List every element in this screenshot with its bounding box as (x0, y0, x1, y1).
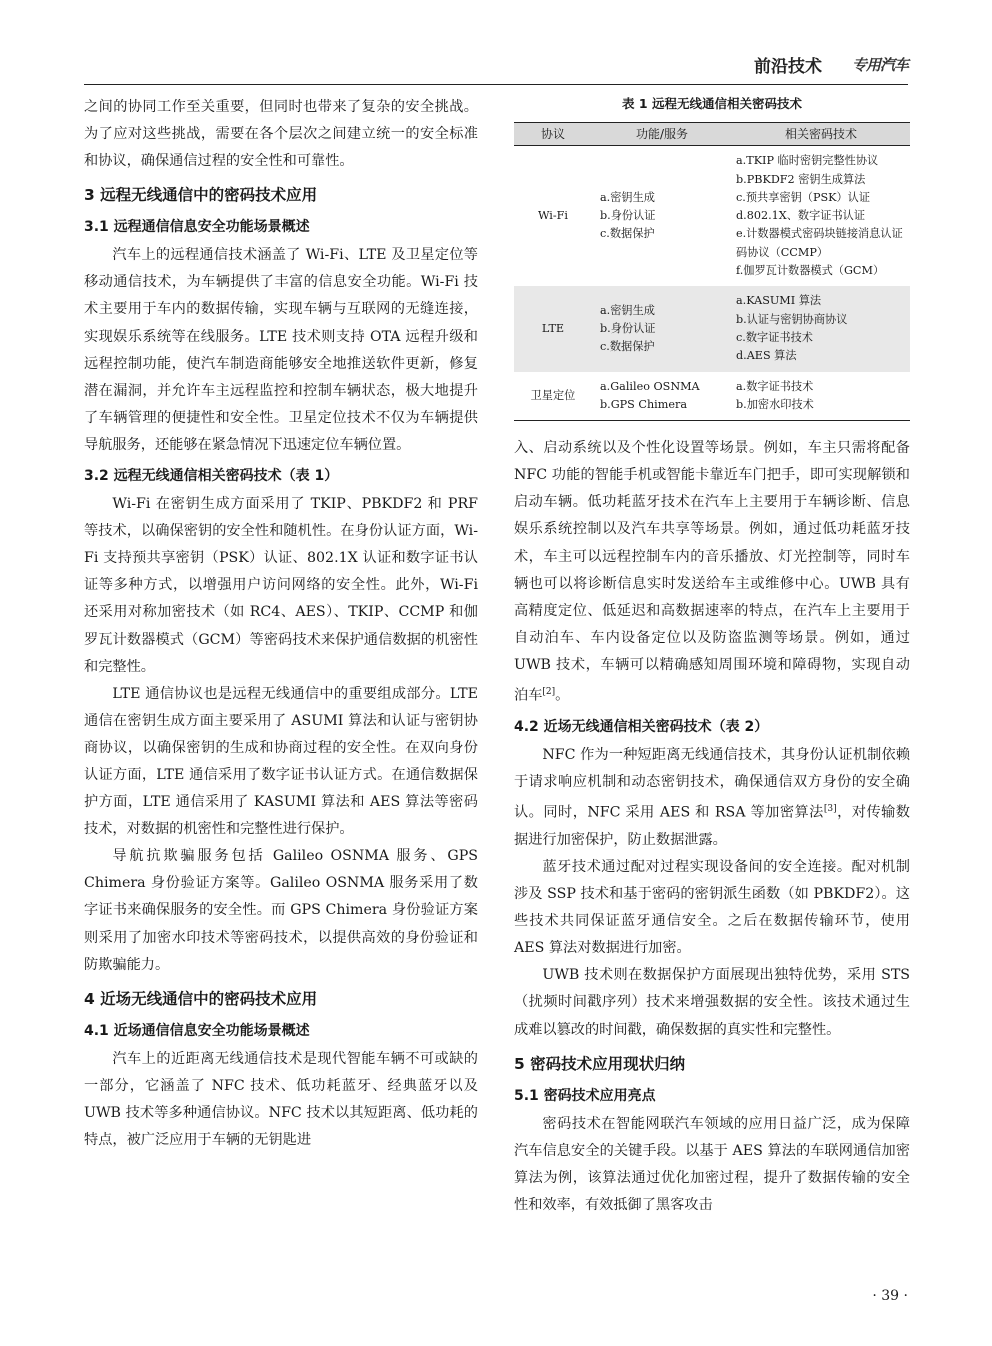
function-item: c.数据保护 (600, 227, 655, 241)
tech-cell (732, 146, 910, 287)
tech-item: a.TKIP 临时密钥完整性协议 (736, 154, 879, 168)
table-1-caption: 表 1 远程无线通信相关密码技术 (622, 96, 802, 111)
tech-item: a.数字证书技术 (736, 379, 814, 393)
tech-item: f.伽罗瓦计数器模式（GCM） (736, 264, 885, 278)
page-number: · 39 · (872, 1288, 908, 1304)
section-3-heading: 3 远程无线通信中的密码技术应用 (84, 186, 318, 205)
paragraph-4-1-continued (514, 435, 910, 710)
function-item: a.密钥生成 (600, 190, 655, 204)
function-item: c.数据保护 (600, 340, 655, 354)
journal-logo: 专用汽车 (851, 56, 908, 74)
tech-item: c.预共享密钥（PSK）认证 (736, 190, 871, 204)
table-row (514, 146, 910, 287)
function-item: b.身份认证 (600, 321, 656, 335)
section-3-1-heading: 3.1 远程通信信息安全功能场景概述 (84, 219, 310, 236)
paragraph-4-2-nfc (514, 742, 910, 854)
citation-3: [3] (823, 804, 837, 815)
paragraph-4-1: 汽车上的近距离无线通信技术是现代智能车辆不可或缺的一部分，它涵盖了 NFC 技术、低功耗蓝牙、经典蓝牙以及 UWB 技术等多种通信协议。NFC 技术以其短距离、低功耗的特点，被广泛应用于车辆的无钥匙进 (84, 1050, 478, 1148)
tech-item: e.计数器模式密码块链接消息认证码协议（CCMP） (736, 227, 903, 259)
paragraph-end: 。 (555, 687, 570, 704)
function-item: b.身份认证 (600, 209, 656, 223)
section-5-heading: 5 密码技术应用现状归纳 (514, 1054, 686, 1073)
paragraph-3-2-wifi: Wi-Fi 在密钥生成方面采用了 TKIP、PBKDF2 和 PRF 等技术，以确保密钥的安全性和随机性。在身份认证方面，Wi-Fi 支持预共享密钥（PSK）认证、802.1X 认证和数字证书认证等多种方式，以增强用户访问网络的安全性。此外，Wi-Fi 还采用对称加密技术（如 RC4、AES）、TKIP、CCMP 和伽罗瓦计数器模式（GCM）等密码技术来保护通信数据的机密性和完整性。 (84, 496, 478, 675)
function-cell (592, 372, 732, 421)
paragraph-5-1: 密码技术在智能网联汽车领域的应用日益广泛，成为保障汽车信息安全的关键手段。以基于 AES 算法的车联网通信加密算法为例，该算法通过优化加密过程，提升了数据传输的安全性和效率，有效抵御了黑客攻击 (514, 1115, 910, 1213)
protocol-cell: LTE (514, 286, 592, 371)
function-item: a.密钥生成 (600, 303, 655, 317)
table-header-row (514, 123, 910, 146)
function-item: a.Galileo OSNMA (600, 379, 700, 393)
paragraph-3-2-lte: LTE 通信协议也是远程无线通信中的重要组成部分。LTE 通信在密钥生成方面主要采用了 ASUMI 算法和认证与密钥协商协议，以确保密钥的生成和协商过程的安全性。在双向身份认证方面，LTE 通信采用了数字证书认证方式。在通信数据保护方面，LTE 通信采用了 KASUMI 算法和 AES 算法等密码技术，对数据的机密性和完整性进行保护。 (84, 685, 478, 838)
protocol-cell: 卫星定位 (514, 372, 592, 421)
tech-item: a.KASUMI 算法 (736, 294, 822, 308)
tech-cell (732, 372, 910, 421)
function-cell (592, 286, 732, 371)
tech-item: d.AES 算法 (736, 349, 797, 363)
section-4-2-heading: 4.2 近场无线通信相关密码技术（表 2） (514, 718, 769, 735)
table-header-cell: 协议 (514, 123, 592, 146)
paragraph-text: NFC 作为一种短距离无线通信技术，其身份认证机制依赖于请求响应机制和动态密钥技术，确保通信双方身份的安全确认。同时，NFC 采用 AES 和 RSA 等加密算法 (514, 746, 910, 821)
running-header-title: 前沿技术 (754, 57, 822, 77)
paragraph-continued: 之间的协同工作至关重要，但同时也带来了复杂的安全挑战。为了应对这些挑战，需要在各个层次之间建立统一的安全标准和协议，确保通信过程的安全性和可靠性。 (84, 99, 478, 170)
table-row (514, 372, 910, 421)
right-column (514, 94, 910, 1219)
paragraph-4-2-bluetooth: 蓝牙技术通过配对过程实现设备间的安全连接。配对机制涉及 SSP 技术和基于密码的密钥派生函数（如 PBKDF2）。这些技术共同保证蓝牙通信安全。之后在数据传输环节，使用 AES 算法对数据进行加密。 (514, 858, 910, 957)
tech-item: c.数字证书技术 (736, 330, 813, 344)
table-row (514, 286, 910, 371)
header-rule (84, 84, 908, 85)
section-4-heading: 4 近场无线通信中的密码技术应用 (84, 989, 318, 1008)
tech-item: d.802.1X、数字证书认证 (736, 209, 866, 223)
tech-item: b.PBKDF2 密钥生成算法 (736, 172, 866, 186)
section-4-1-heading: 4.1 近场通信信息安全功能场景概述 (84, 1022, 310, 1039)
section-5-1-heading: 5.1 密码技术应用亮点 (514, 1087, 656, 1104)
table-header-cell: 相关密码技术 (732, 123, 910, 146)
tech-item: b.认证与密钥协商协议 (736, 312, 848, 326)
table-header-cell: 功能/服务 (592, 123, 732, 146)
paragraph-4-2-uwb: UWB 技术则在数据保护方面展现出独特优势，采用 STS（扰频时间戳序列）技术来增强数据的安全性。该技术通过生成难以篡改的时间戳，确保数据的真实性和完整性。 (514, 967, 910, 1038)
paragraph-3-2-gnss: 导航抗欺骗服务包括 Galileo OSNMA 服务、GPS Chimera 身份验证方案等。Galileo OSNMA 服务采用了数字证书来确保服务的安全性。而 GPS Chimera 身份验证方案则采用了加密水印技术等密码技术，以提供高效的身份验证和防欺骗能力。 (84, 848, 478, 973)
tech-item: b.加密水印技术 (736, 397, 814, 411)
citation-2: [2] (542, 687, 556, 697)
section-3-2-heading: 3.2 远程无线通信相关密码技术（表 1） (84, 468, 339, 485)
paragraph-3-1: 汽车上的远程通信技术涵盖了 Wi-Fi、LTE 及卫星定位等移动通信技术，为车辆提供了丰富的信息安全功能。Wi-Fi 技术主要用于车内的数据传输，实现车辆与互联网的无缝连接，实现娱乐系统等在线服务。LTE 技术则支持 OTA 远程升级和远程控制功能，使汽车制造商能够安全地推送软件更新，修复潜在漏洞，并允许车主远程监控和控制车辆状态，极大地提升了车辆管理的便捷性和安全性。卫星定位技术不仅为车辆提供导航服务，还能够在紧急情况下迅速定位车辆位置。 (84, 247, 478, 453)
paragraph-text: 入、启动系统以及个性化设置等场景。例如，车主只需将配备 NFC 功能的智能手机或智能卡靠近车门把手，即可实现解锁和启动车辆。低功耗蓝牙技术在汽车上主要用于车辆诊断、信息娱乐系统控制以及汽车共享等场景。例如，通过低功耗蓝牙技术，车主可以远程控制车内的音乐播放、灯光控制等，同时车辆也可以将诊断信息实时发送给车主或维修中心。UWB 具有高精度定位、低延迟和高数据速率的特点，在汽车上主要用于自动泊车、车内设备定位以及防盗监测等场景。例如，通过 UWB 技术，车辆可以精确感知周围环境和障碍物，实现自动泊车 (514, 440, 910, 704)
function-item: b.GPS Chimera (600, 397, 687, 411)
protocol-cell: Wi-Fi (537, 209, 568, 223)
function-cell (592, 146, 732, 287)
tech-cell (732, 286, 910, 371)
paragraph-text: ，对传输数据进行加密保护，防止数据泄露。 (514, 804, 910, 848)
left-column (84, 94, 478, 1154)
table-1 (514, 122, 910, 421)
